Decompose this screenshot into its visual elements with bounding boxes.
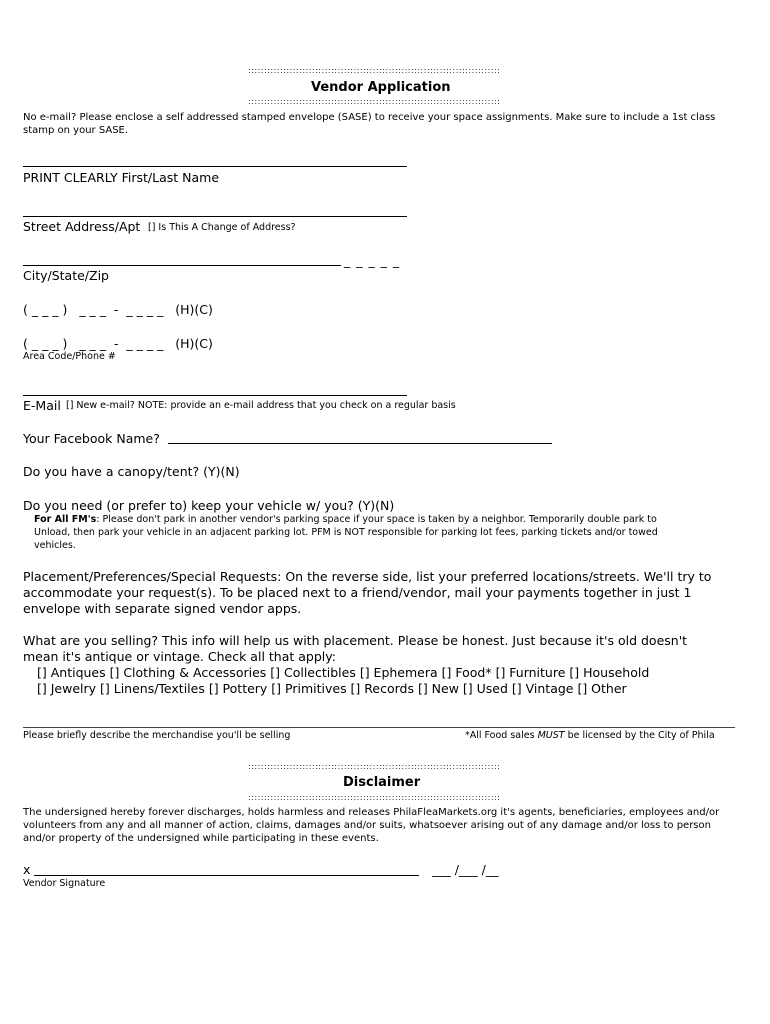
food-note-pre: *All Food sales	[465, 730, 538, 741]
city-field[interactable]	[23, 265, 341, 266]
header-dots-top: :::::::::::::::::::::::::::::::::::::::::::::::::::::::::::::::::::::::::::::::	[248, 66, 501, 75]
food-note-post: be licensed by the City of Phila	[564, 730, 715, 741]
phone-field-2[interactable]: ( _ _ _ ) _ _ _ - _ _ _ _ (H)(C)	[23, 336, 213, 351]
signature-label: Vendor Signature	[23, 878, 106, 889]
vehicle-note-text: : Please don't park in another vendor's parking space if your space is taken by a neighbor. Temporarily double park to	[96, 514, 657, 525]
name-label: PRINT CLEARLY First/Last Name	[23, 170, 220, 185]
disclaimer-title: Disclaimer	[343, 775, 421, 790]
new-email-checkbox[interactable]: [] New e-mail? NOTE: provide an e-mail address that you check on a regular basis	[66, 400, 456, 411]
intro-line-1: No e-mail? Please enclose a self addressed stamped envelope (SASE) to receive your space assignments. Make sure to include a 1st class	[23, 112, 716, 123]
category-checkboxes-row-1[interactable]: [] Antiques [] Clothing & Accessories [] Collectibles [] Ephemera [] Food* [] Furniture [] Household	[37, 665, 650, 680]
disclaimer-dots-bottom: :::::::::::::::::::::::::::::::::::::::::::::::::::::::::::::::::::::::::::::::	[248, 793, 501, 802]
facebook-label: Your Facebook Name?	[23, 431, 160, 446]
city-label: City/State/Zip	[23, 268, 109, 283]
street-field[interactable]	[23, 216, 407, 217]
placement-line-3: envelope with separate signed vendor apps.	[23, 601, 302, 616]
phone-label: Area Code/Phone #	[23, 351, 116, 362]
vehicle-question[interactable]: Do you need (or prefer to) keep your vehicle w/ you? (Y)(N)	[23, 498, 395, 513]
food-license-note	[465, 730, 715, 743]
vehicle-note-bold: For All FM's	[34, 514, 97, 525]
placement-line-2: accommodate your request(s). To be placed next to a friend/vendor, mail your payments together in just 1	[23, 585, 692, 600]
disclaimer-line-2: volunteers from any and all manner of action, claims, damages and/or suits, whatsoever arising out of any damage and/or loss to person	[23, 820, 711, 831]
signature-date-field[interactable]: ___ /___ /__	[432, 862, 499, 877]
email-label: E-Mail	[23, 398, 61, 413]
intro-line-2: stamp on your SASE.	[23, 125, 129, 136]
page-title: Vendor Application	[311, 80, 451, 95]
food-note-emphasis: MUST	[537, 730, 565, 741]
category-checkboxes-row-2[interactable]: [] Jewelry [] Linens/Textiles [] Pottery [] Primitives [] Records [] New [] Used [] Vintage [] Other	[37, 681, 627, 696]
selling-line-1: What are you selling? This info will help us with placement. Please be honest. Just because it's old doesn't	[23, 633, 688, 648]
signature-x-mark: x	[23, 862, 31, 877]
zip-field[interactable]: _ _ _ _ _	[344, 253, 401, 268]
disclaimer-line-1: The undersigned hereby forever discharges, holds harmless and releases PhilaFleaMarkets.org it's agents, beneficiaries, employees and/or	[23, 807, 720, 818]
selling-line-2: mean it's antique or vintage. Check all that apply:	[23, 649, 336, 664]
placement-line-1: Placement/Preferences/Special Requests: On the reverse side, list your preferred locations/streets. We'll try to	[23, 569, 712, 584]
facebook-field[interactable]	[168, 443, 552, 444]
disclaimer-dots-top: :::::::::::::::::::::::::::::::::::::::::::::::::::::::::::::::::::::::::::::::	[248, 762, 501, 771]
header-dots-bottom: :::::::::::::::::::::::::::::::::::::::::::::::::::::::::::::::::::::::::::::::	[248, 97, 501, 106]
canopy-question[interactable]: Do you have a canopy/tent? (Y)(N)	[23, 464, 240, 479]
name-field[interactable]	[23, 166, 407, 167]
signature-field[interactable]	[34, 875, 419, 876]
street-label: Street Address/Apt	[23, 219, 141, 234]
merchandise-description-field[interactable]	[23, 727, 735, 728]
vehicle-note-line-3: vehicles.	[34, 540, 76, 551]
email-field[interactable]	[23, 395, 407, 396]
vehicle-note-line-2: Unload, then park your vehicle in an adjacent parking lot. PFM is NOT responsible for parking lot fees, parking tickets and/or towed	[34, 527, 658, 538]
disclaimer-line-3: and/or property of the undersigned while participating in these events.	[23, 833, 379, 844]
change-address-checkbox[interactable]: [] Is This A Change of Address?	[148, 222, 296, 233]
phone-field-1[interactable]: ( _ _ _ ) _ _ _ - _ _ _ _ (H)(C)	[23, 302, 213, 317]
vehicle-note-line-1	[34, 514, 657, 527]
merchandise-description-label: Please briefly describe the merchandise you'll be selling	[23, 730, 291, 741]
